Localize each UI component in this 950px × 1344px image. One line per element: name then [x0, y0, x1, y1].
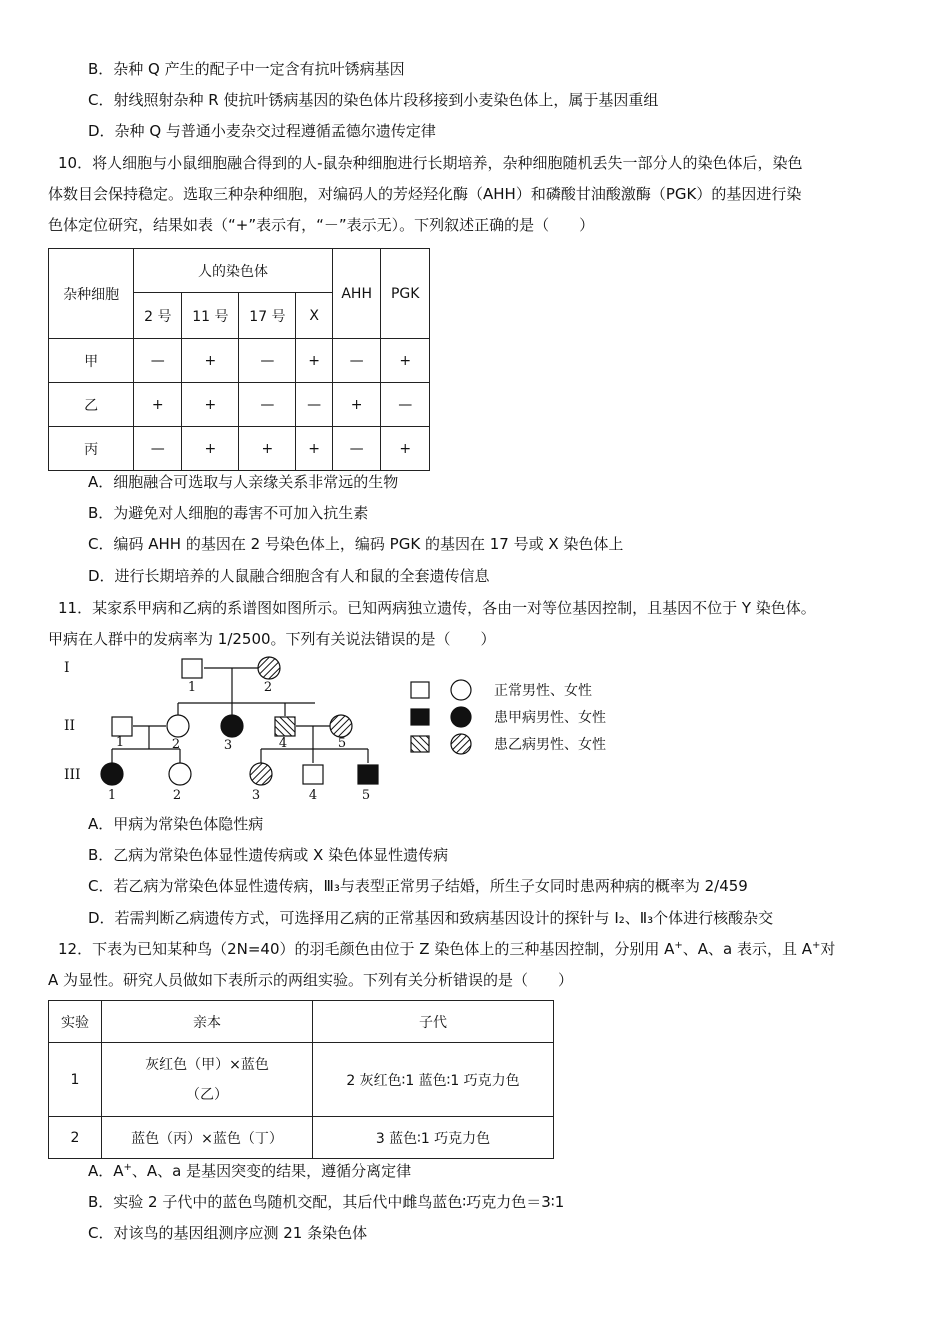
cell: — [239, 383, 296, 427]
legend-jia-label: 患甲病男性、女性 [494, 710, 606, 726]
q10-stem-line2: 体数目会保持稳定。选取三种杂种细胞，对编码人的芳烃羟化酶（AHH）和磷酸甘油酸激酶（PGK）的基因进行染 [48, 185, 802, 203]
legend-yi-female-symbol [451, 734, 471, 754]
q12-stem-text-b: 、A、a 表示，且 A [682, 940, 813, 958]
legend-yi-label: 患乙病男性、女性 [494, 737, 606, 753]
q9-option-b: B．杂种 Q 产生的配子中一定含有抗叶锈病基因 [88, 60, 405, 78]
q12-option-a-sup: + [123, 1162, 132, 1173]
q11-option-d: D．若需判断乙病遗传方式，可选择用乙病的正常基因和致病基因设计的探针与 I₂、Ⅱ₃个体进行核酸杂交 [88, 909, 774, 927]
cell-line: （乙） [186, 1086, 228, 1103]
label-iii2: 2 [172, 788, 182, 803]
q9-option-d: D．杂种 Q 与普通小麦杂交过程遵循孟德尔遗传定律 [88, 122, 436, 140]
pedigree-iii5-jia-male [358, 765, 378, 784]
cell: + [296, 427, 332, 471]
label-iii4: 4 [308, 788, 318, 803]
cell: 蓝色（丙）×蓝色（丁） [102, 1117, 313, 1159]
q12-option-a-text-b: 、A、a 是基因突变的结果，遵循分离定律 [131, 1162, 412, 1180]
header-chr-11: 11 号 [182, 293, 239, 339]
label-iii5: 5 [361, 788, 371, 803]
header-chr-2: 2 号 [134, 293, 182, 339]
legend-yi-male-symbol [411, 736, 429, 752]
label-i2: 2 [263, 680, 273, 695]
pedigree-iii2-normal-female [169, 763, 191, 785]
label-iii3: 3 [251, 788, 261, 803]
pedigree-iii4-normal-male [303, 765, 323, 784]
q12-option-c: C．对该鸟的基因组测序应测 21 条染色体 [88, 1224, 368, 1242]
q10-stem-line3: 色体定位研究，结果如表（“+”表示有，“－”表示无）。下列叙述正确的是（ ） [48, 216, 595, 234]
q11-option-c: C．若乙病为常染色体显性遗传病，Ⅲ₃与表型正常男子结婚，所生子女同时患两种病的概率为 2/459 [88, 877, 748, 895]
q10-table [48, 248, 430, 471]
pedigree-ii2-normal-female [167, 715, 189, 737]
pedigree-iii1-jia-female [101, 763, 123, 785]
q12-option-b: B．实验 2 子代中的蓝色鸟随机交配，其后代中雌鸟蓝色∶巧克力色＝3∶1 [88, 1193, 565, 1211]
cell: 3 蓝色∶1 巧克力色 [313, 1117, 554, 1159]
q11-option-b: B．乙病为常染色体显性遗传病或 X 染色体显性遗传病 [88, 846, 449, 864]
q12-option-a-text-a: A．A [88, 1162, 124, 1180]
q11-option-a: A．甲病为常染色体隐性病 [88, 815, 264, 833]
cell: — [381, 383, 430, 427]
header-chr-17: 17 号 [239, 293, 296, 339]
cell: + [182, 339, 239, 383]
cell: + [381, 339, 430, 383]
legend-normal-female-symbol [451, 680, 471, 700]
cell: 1 [49, 1043, 102, 1117]
q9-option-c: C．射线照射杂种 R 使抗叶锈病基因的染色体片段移接到小麦染色体上，属于基因重组 [88, 91, 659, 109]
legend-normal-label: 正常男性、女性 [494, 683, 592, 699]
header-hybrid-cell: 杂种细胞 [49, 249, 134, 339]
label-ii1: 1 [115, 735, 125, 750]
q10-option-b: B．为避免对人细胞的毒害不可加入抗生素 [88, 504, 369, 522]
q11-stem-line2: 甲病在人群中的发病率为 1/2500。下列有关说法错误的是（ ） [48, 630, 496, 648]
pedigree-ii5-yi-female [330, 715, 352, 737]
pedigree-iii3-yi-female [250, 763, 272, 785]
header-ahh: AHH [332, 249, 381, 339]
pedigree-diagram [0, 650, 700, 810]
cell: + [182, 383, 239, 427]
q12-table [48, 1000, 554, 1159]
cell: + [296, 339, 332, 383]
pedigree-i1-normal-male [182, 659, 202, 678]
q10-stem-line1: 10．将人细胞与小鼠细胞融合得到的人-鼠杂种细胞进行长期培养，杂种细胞随机丢失一部分人的染色体后，染色 [58, 154, 803, 172]
cell: 2 [49, 1117, 102, 1159]
generation-ii-label: II [64, 718, 76, 734]
row-label: 甲 [49, 339, 134, 383]
header-human-chromosome: 人的染色体 [134, 249, 333, 293]
table-row [49, 1117, 554, 1159]
cell: + [239, 427, 296, 471]
label-ii2: 2 [171, 737, 181, 752]
q11-stem-line1: 11．某家系甲病和乙病的系谱图如图所示。已知两病独立遗传，各由一对等位基因控制，且基因不位于 Y 染色体。 [58, 599, 816, 617]
header-pgk: PGK [381, 249, 430, 339]
q10-option-c: C．编码 AHH 的基因在 2 号染色体上，编码 PGK 的基因在 17 号或 X 染色体上 [88, 535, 624, 553]
legend-normal-male-symbol [411, 682, 429, 698]
q12-option-a [88, 1160, 411, 1182]
label-ii3: 3 [223, 738, 233, 753]
label-ii4: 4 [278, 736, 288, 751]
q12-stem-line1 [58, 938, 835, 960]
pedigree-legend [411, 680, 471, 754]
q12-stem-text-a: 12．下表为已知某种鸟（2N=40）的羽毛颜色由位于 Z 染色体上的三种基因控制，分别用 A [58, 940, 675, 958]
label-ii5: 5 [337, 736, 347, 751]
header-parents: 亲本 [102, 1001, 313, 1043]
pedigree-ii1-normal-male [112, 717, 132, 736]
q12-sup-plus-1: + [674, 940, 683, 951]
row-label: 丙 [49, 427, 134, 471]
cell: — [134, 427, 182, 471]
generation-iii-label: III [64, 767, 81, 783]
cell: + [332, 383, 381, 427]
table-row [49, 383, 430, 427]
pedigree-i2-yi-female [258, 657, 280, 679]
cell: — [332, 427, 381, 471]
cell: — [134, 339, 182, 383]
q12-stem-line2: A 为显性。研究人员做如下表所示的两组实验。下列有关分析错误的是（ ） [48, 971, 574, 989]
cell: + [134, 383, 182, 427]
cell: — [332, 339, 381, 383]
pedigree-ii3-jia-female [221, 715, 243, 737]
q12-stem-text-c: 对 [820, 940, 836, 958]
header-offspring: 子代 [313, 1001, 554, 1043]
cell: — [296, 383, 332, 427]
row-label: 乙 [49, 383, 134, 427]
legend-jia-female-symbol [451, 707, 471, 727]
pedigree-ii4-yi-male [275, 717, 295, 736]
cell: 2 灰红色∶1 蓝色∶1 巧克力色 [313, 1043, 554, 1117]
q10-option-a: A．细胞融合可选取与人亲缘关系非常远的生物 [88, 473, 399, 491]
cell: — [239, 339, 296, 383]
legend-jia-male-symbol [411, 709, 429, 725]
generation-i-label: I [64, 660, 70, 676]
header-experiment: 实验 [49, 1001, 102, 1043]
table-row [49, 1043, 554, 1117]
table-row [49, 339, 430, 383]
table-row [49, 427, 430, 471]
cell-line: 灰红色（甲）×蓝色 [145, 1056, 269, 1073]
label-iii1: 1 [107, 788, 117, 803]
cell: + [182, 427, 239, 471]
label-i1: 1 [187, 680, 197, 695]
q10-option-d: D．进行长期培养的人鼠融合细胞含有人和鼠的全套遗传信息 [88, 567, 490, 585]
cell [102, 1043, 313, 1117]
cell: + [381, 427, 430, 471]
q12-sup-plus-2: + [812, 940, 821, 951]
header-chr-x: X [296, 293, 332, 339]
